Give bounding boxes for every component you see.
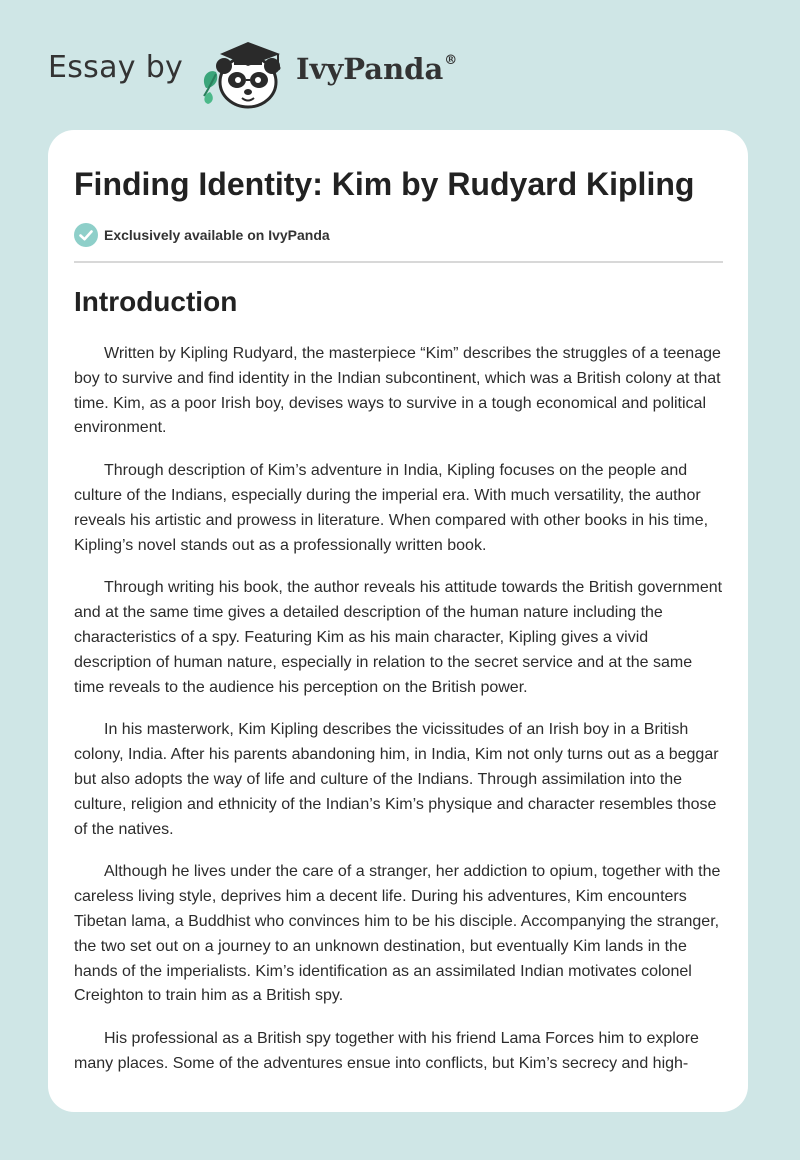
registered-mark: ® xyxy=(444,53,458,69)
panda-graduate-icon[interactable] xyxy=(198,32,294,110)
brand-name-text: IvyPanda xyxy=(296,52,444,86)
page-title: Finding Identity: Kim by Rudyard Kipling xyxy=(74,166,695,202)
paragraph: Through description of Kim’s adventure in India, Kipling focuses on the people and culture of the Indians, especially during the imperial era. With much versatility, the author reveals his artistic and prowess in literature. When compared with other books in his time, Kipling’s novel stands out as a professionally written book. xyxy=(74,462,709,554)
article-body xyxy=(74,342,726,1095)
divider xyxy=(74,261,723,263)
check-circle-icon xyxy=(74,223,98,247)
exclusive-badge-text: Exclusively available on IvyPanda xyxy=(104,227,330,243)
brand-prefix: Essay by xyxy=(48,50,184,85)
paragraph: In his masterwork, Kim Kipling describes the vicissitudes of an Irish boy in a British colony, India. After his parents abandoning him, in India, Kim not only turns out as a beggar but also adopts the way of life and culture of the Indians. Through assimilation into the culture, religion and ethnicity of the Indian’s Kim’s physique and character resembles those of the natives. xyxy=(74,721,719,838)
brand-name[interactable] xyxy=(296,52,457,86)
paragraph: Although he lives under the care of a stranger, her addiction to opium, together with the careless living style, deprives him a decent life. During his adventures, Kim encounters Tibetan lama, a Buddhist who convinces him to be his disciple. Accompanying the stranger, the two set out on a journey to an unknown destination, but eventually Kim lands in the hands of the imperialists. Kim’s identification as an assimilated Indian motivates colonel Creighton to train him as a British spy. xyxy=(74,863,721,1005)
paragraph: His professional as a British spy together with his friend Lama Forces him to explore many places. Some of the adventures ensue into conflicts, but Kim’s secrecy and high- xyxy=(74,1030,699,1072)
article-card xyxy=(48,130,748,1112)
exclusive-badge xyxy=(74,222,330,248)
paragraph: Written by Kipling Rudyard, the masterpiece “Kim” describes the struggles of a teenage boy to survive and find identity in the Indian subcontinent, which was a British colony at that time. Kim, as a poor Irish boy, devises ways to survive in a tough economical and political environment. xyxy=(74,345,721,437)
site-header xyxy=(0,0,800,130)
section-heading: Introduction xyxy=(74,286,238,317)
paragraph: Through writing his book, the author reveals his attitude towards the British government and at the same time gives a detailed description of the human nature including the characteristics of a spy. Featuring Kim as his main character, Kipling gives a vivid description of human nature, especially in relation to the secret service and at the same time reveals to the audience his perception on the British power. xyxy=(74,579,723,696)
